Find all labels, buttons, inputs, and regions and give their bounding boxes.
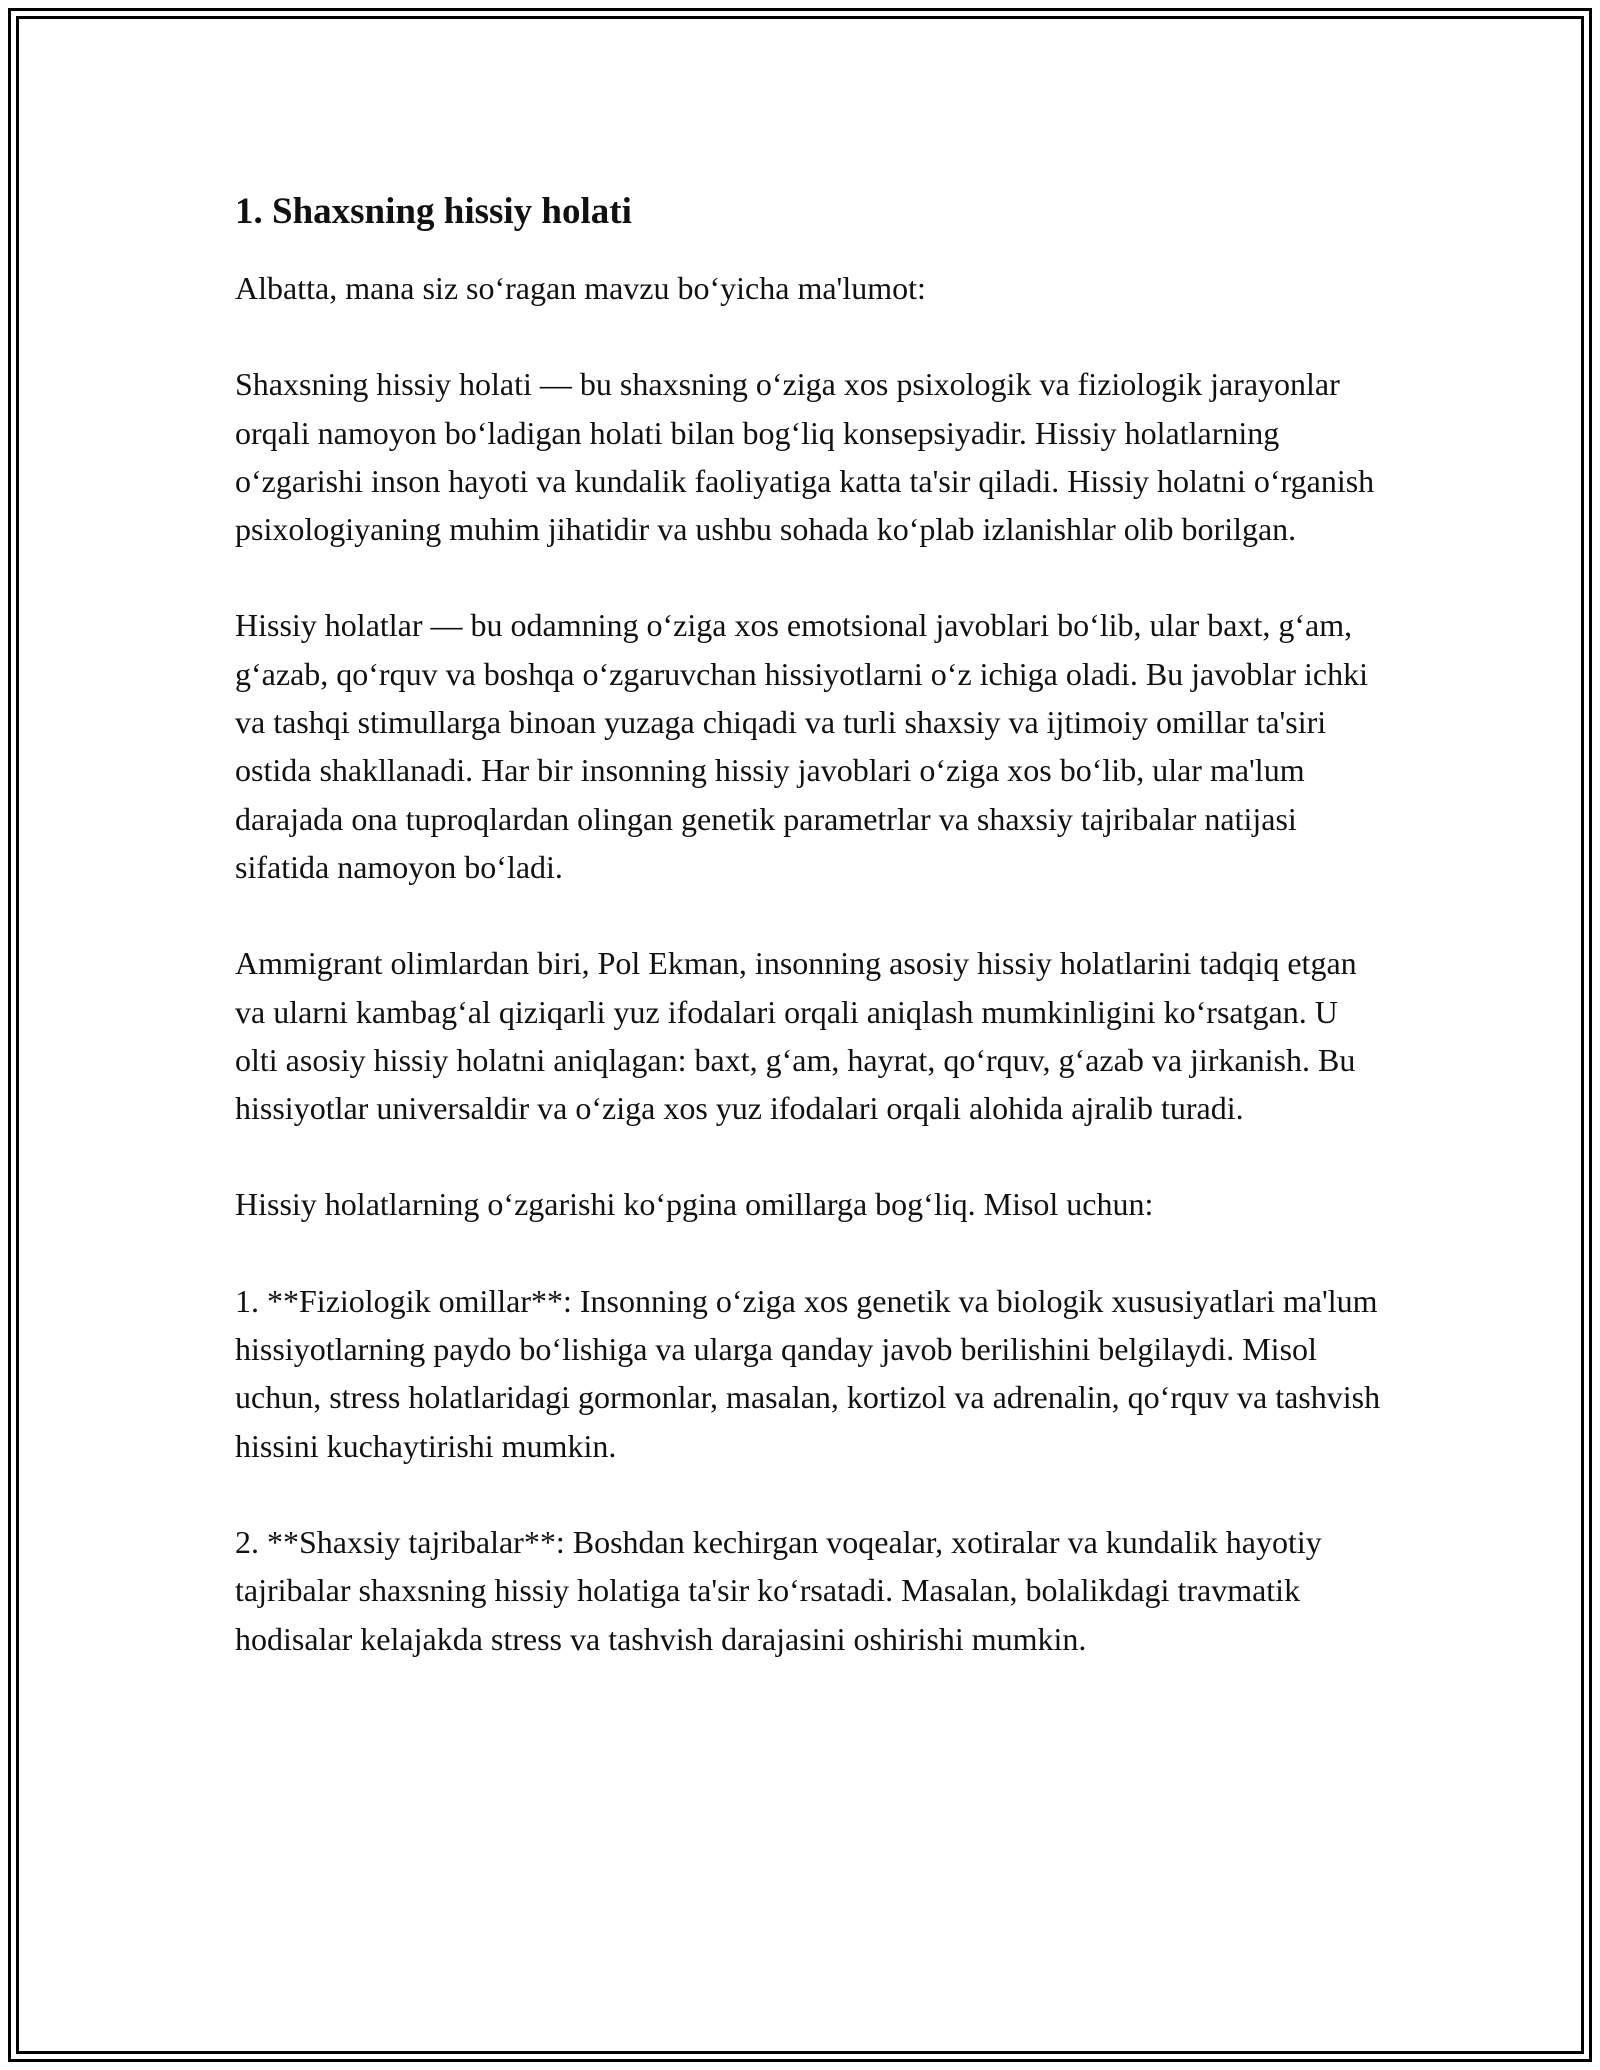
emotional-states-paragraph: Hissiy holatlar — bu odamning o‘ziga xos emotsional javoblari bo‘lib, ular baxt, g‘am, g‘azab, qo‘rquv va boshqa o‘zgaruvchan hissiyotlarni o‘z ichiga oladi. Bu javoblar ichki va tashqi stimullarga binoan yuzaga chiqadi va turli shaxsiy va ijtimoiy omillar ta'siri ostida shakllanadi. Har bir insonning hissiy javoblari o‘ziga xos bo‘lib, ular ma'lum darajada ona tuproqlardan olingan genetik parametrlar va shaxsiy tajribalar natijasi sifatida namoyon bo‘ladi.	[235, 607, 1368, 885]
document-body	[235, 182, 1385, 1711]
page-title: 1. Shaxsning hissiy holati	[235, 191, 632, 232]
definition-paragraph: Shaxsning hissiy holati — bu shaxsning o‘ziga xos psixologik va fiziologik jarayonlar orqali namoyon bo‘ladigan holati bilan bog‘liq konsepsiyadir. Hissiy holatlarning o‘zgarishi inson hayoti va kundalik faoliyatiga katta ta'sir qiladi. Hissiy holatni o‘rganish psixologiyaning muhim jihatidir va ushbu sohada ko‘plab izlanishlar olib borilgan.	[235, 366, 1375, 548]
factors-intro-paragraph: Hissiy holatlarning o‘zgarishi ko‘pgina omillarga bog‘liq. Misol uchun:	[235, 1186, 1154, 1223]
intro-paragraph: Albatta, mana siz so‘ragan mavzu bo‘yicha ma'lumot:	[235, 270, 926, 306]
list-item-physiological: 1. **Fiziologik omillar**: Insonning o‘ziga xos genetik va biologik xususiyatlari ma'lum hissiyotlarning paydo bo‘lishiga va ularga qanday javob berilishini belgilaydi. Misol uchun, stress holatlaridagi gormonlar, masalan, kortizol va adrenalin, qo‘rquv va tashvish hissini kuchaytirishi mumkin.	[235, 1282, 1381, 1464]
ekman-paragraph: Ammigrant olimlardan biri, Pol Ekman, insonning asosiy hissiy holatlarini tadqiq etgan va ularni kambag‘al qiziqarli yuz ifodalari orqali aniqlash mumkinligini ko‘rsatgan. U olti asosiy hissiy holatni aniqlagan: baxt, g‘am, hayrat, qo‘rquv, g‘azab va jirkanish. Bu hissiyotlar universaldir va o‘ziga xos yuz ifodalari orqali alohida ajralib turadi.	[235, 945, 1357, 1127]
list-item-personal-experience: 2. **Shaxsiy tajribalar**: Boshdan kechirgan voqealar, xotiralar va kundalik hayotiy tajribalar shaxsning hissiy holatiga ta'sir ko‘rsatadi. Masalan, bolalikdagi travmatik hodisalar kelajakda stress va tashvish darajasini oshirishi mumkin.	[235, 1523, 1322, 1657]
